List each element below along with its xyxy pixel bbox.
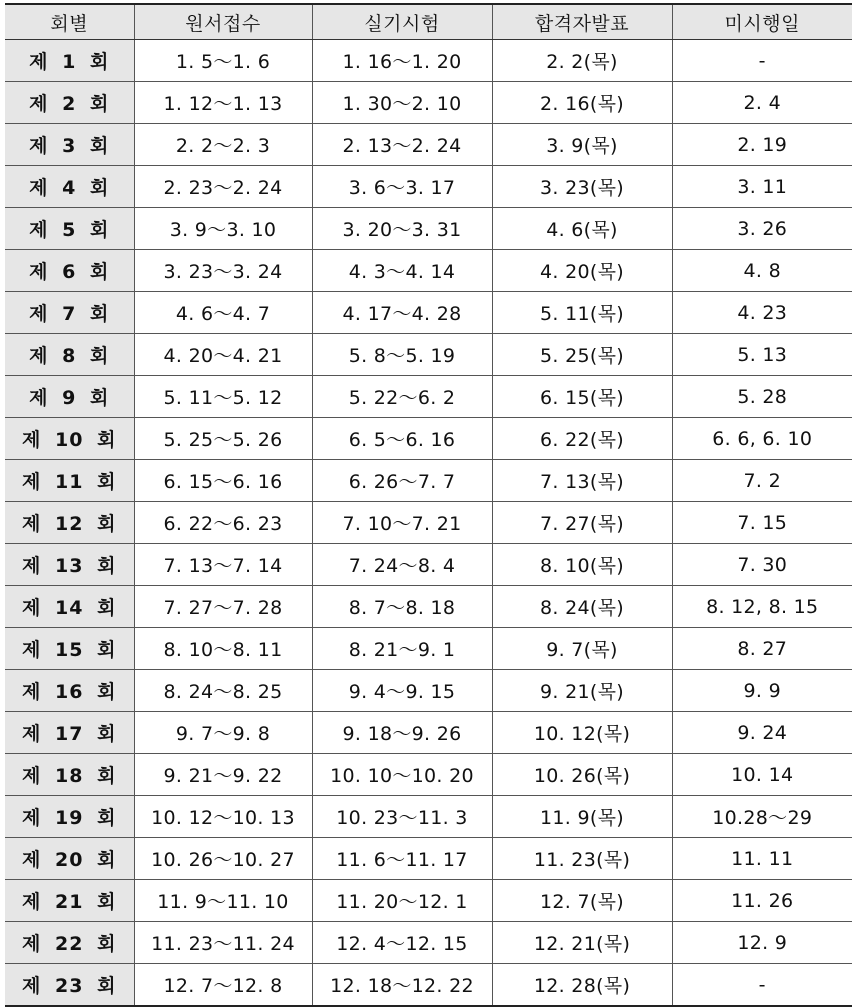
cell-round: 제 23 회 xyxy=(5,964,134,1007)
table-row xyxy=(5,124,852,166)
cell-practical-exam: 11. 6～11. 17 xyxy=(312,838,492,880)
cell-application: 2. 23～2. 24 xyxy=(134,166,312,208)
cell-result-announcement: 4. 20(목) xyxy=(492,250,672,292)
cell-result-announcement: 8. 10(목) xyxy=(492,544,672,586)
table-row xyxy=(5,964,852,1007)
cell-result-announcement: 3. 23(목) xyxy=(492,166,672,208)
cell-round: 제 7 회 xyxy=(5,292,134,334)
cell-application: 1. 12～1. 13 xyxy=(134,82,312,124)
table-row xyxy=(5,922,852,964)
table-row xyxy=(5,502,852,544)
cell-practical-exam: 5. 8～5. 19 xyxy=(312,334,492,376)
cell-non-exam-days: 10.28～29 xyxy=(672,796,852,838)
cell-result-announcement: 5. 11(목) xyxy=(492,292,672,334)
cell-non-exam-days: 8. 27 xyxy=(672,628,852,670)
cell-application: 8. 10～8. 11 xyxy=(134,628,312,670)
cell-application: 10. 12～10. 13 xyxy=(134,796,312,838)
cell-practical-exam: 6. 26～7. 7 xyxy=(312,460,492,502)
cell-non-exam-days: 2. 19 xyxy=(672,124,852,166)
cell-round: 제 8 회 xyxy=(5,334,134,376)
cell-application: 3. 9～3. 10 xyxy=(134,208,312,250)
cell-non-exam-days: 10. 14 xyxy=(672,754,852,796)
cell-non-exam-days: - xyxy=(672,964,852,1007)
cell-application: 6. 22～6. 23 xyxy=(134,502,312,544)
cell-non-exam-days: 12. 9 xyxy=(672,922,852,964)
cell-application: 2. 2～2. 3 xyxy=(134,124,312,166)
table-row xyxy=(5,838,852,880)
cell-practical-exam: 1. 30～2. 10 xyxy=(312,82,492,124)
cell-result-announcement: 9. 21(목) xyxy=(492,670,672,712)
cell-result-announcement: 10. 26(목) xyxy=(492,754,672,796)
cell-result-announcement: 7. 13(목) xyxy=(492,460,672,502)
cell-round: 제 18 회 xyxy=(5,754,134,796)
table-row xyxy=(5,628,852,670)
cell-result-announcement: 5. 25(목) xyxy=(492,334,672,376)
cell-application: 1. 5～1. 6 xyxy=(134,40,312,82)
cell-application: 5. 11～5. 12 xyxy=(134,376,312,418)
table-row xyxy=(5,250,852,292)
cell-round: 제 13 회 xyxy=(5,544,134,586)
header-result-announcement: 합격자발표 xyxy=(492,4,672,40)
cell-round: 제 5 회 xyxy=(5,208,134,250)
cell-non-exam-days: 3. 11 xyxy=(672,166,852,208)
cell-non-exam-days: 8. 12, 8. 15 xyxy=(672,586,852,628)
cell-round: 제 20 회 xyxy=(5,838,134,880)
cell-practical-exam: 10. 10～10. 20 xyxy=(312,754,492,796)
cell-application: 7. 13～7. 14 xyxy=(134,544,312,586)
cell-application: 7. 27～7. 28 xyxy=(134,586,312,628)
table-row xyxy=(5,754,852,796)
cell-practical-exam: 8. 7～8. 18 xyxy=(312,586,492,628)
table-row xyxy=(5,334,852,376)
cell-practical-exam: 12. 18～12. 22 xyxy=(312,964,492,1007)
cell-non-exam-days: 2. 4 xyxy=(672,82,852,124)
cell-round: 제 16 회 xyxy=(5,670,134,712)
cell-round: 제 22 회 xyxy=(5,922,134,964)
cell-non-exam-days: 9. 9 xyxy=(672,670,852,712)
table-row xyxy=(5,880,852,922)
header-row xyxy=(5,4,852,40)
cell-application: 9. 21～9. 22 xyxy=(134,754,312,796)
cell-result-announcement: 12. 7(목) xyxy=(492,880,672,922)
cell-practical-exam: 3. 20～3. 31 xyxy=(312,208,492,250)
cell-practical-exam: 1. 16～1. 20 xyxy=(312,40,492,82)
cell-round: 제 19 회 xyxy=(5,796,134,838)
header-round: 회별 xyxy=(5,4,134,40)
cell-application: 3. 23～3. 24 xyxy=(134,250,312,292)
table-row xyxy=(5,712,852,754)
cell-non-exam-days: 7. 15 xyxy=(672,502,852,544)
cell-application: 4. 6～4. 7 xyxy=(134,292,312,334)
table-row xyxy=(5,586,852,628)
cell-result-announcement: 11. 23(목) xyxy=(492,838,672,880)
cell-application: 9. 7～9. 8 xyxy=(134,712,312,754)
cell-round: 제 9 회 xyxy=(5,376,134,418)
cell-practical-exam: 7. 10～7. 21 xyxy=(312,502,492,544)
cell-round: 제 1 회 xyxy=(5,40,134,82)
table-row xyxy=(5,670,852,712)
cell-practical-exam: 9. 4～9. 15 xyxy=(312,670,492,712)
cell-round: 제 10 회 xyxy=(5,418,134,460)
cell-application: 11. 9～11. 10 xyxy=(134,880,312,922)
cell-result-announcement: 7. 27(목) xyxy=(492,502,672,544)
cell-round: 제 14 회 xyxy=(5,586,134,628)
cell-result-announcement: 9. 7(목) xyxy=(492,628,672,670)
cell-application: 8. 24～8. 25 xyxy=(134,670,312,712)
cell-non-exam-days: 3. 26 xyxy=(672,208,852,250)
cell-round: 제 2 회 xyxy=(5,82,134,124)
cell-non-exam-days: 7. 2 xyxy=(672,460,852,502)
cell-practical-exam: 6. 5～6. 16 xyxy=(312,418,492,460)
cell-round: 제 6 회 xyxy=(5,250,134,292)
cell-result-announcement: 6. 15(목) xyxy=(492,376,672,418)
cell-result-announcement: 12. 28(목) xyxy=(492,964,672,1007)
cell-practical-exam: 11. 20～12. 1 xyxy=(312,880,492,922)
cell-result-announcement: 3. 9(목) xyxy=(492,124,672,166)
table-row xyxy=(5,40,852,82)
cell-result-announcement: 8. 24(목) xyxy=(492,586,672,628)
cell-result-announcement: 2. 2(목) xyxy=(492,40,672,82)
cell-non-exam-days: - xyxy=(672,40,852,82)
cell-application: 5. 25～5. 26 xyxy=(134,418,312,460)
cell-round: 제 11 회 xyxy=(5,460,134,502)
cell-practical-exam: 10. 23～11. 3 xyxy=(312,796,492,838)
cell-result-announcement: 12. 21(목) xyxy=(492,922,672,964)
cell-result-announcement: 11. 9(목) xyxy=(492,796,672,838)
cell-non-exam-days: 5. 13 xyxy=(672,334,852,376)
table-row xyxy=(5,460,852,502)
table-row xyxy=(5,376,852,418)
cell-practical-exam: 12. 4～12. 15 xyxy=(312,922,492,964)
cell-round: 제 21 회 xyxy=(5,880,134,922)
cell-non-exam-days: 4. 23 xyxy=(672,292,852,334)
cell-round: 제 4 회 xyxy=(5,166,134,208)
table-row xyxy=(5,292,852,334)
cell-round: 제 15 회 xyxy=(5,628,134,670)
cell-result-announcement: 4. 6(목) xyxy=(492,208,672,250)
cell-round: 제 17 회 xyxy=(5,712,134,754)
cell-practical-exam: 4. 17～4. 28 xyxy=(312,292,492,334)
cell-practical-exam: 9. 18～9. 26 xyxy=(312,712,492,754)
table-row xyxy=(5,166,852,208)
table-row xyxy=(5,208,852,250)
table-body xyxy=(5,40,852,1007)
table-row xyxy=(5,544,852,586)
cell-practical-exam: 5. 22～6. 2 xyxy=(312,376,492,418)
header-practical-exam: 실기시험 xyxy=(312,4,492,40)
cell-non-exam-days: 11. 11 xyxy=(672,838,852,880)
cell-non-exam-days: 7. 30 xyxy=(672,544,852,586)
cell-non-exam-days: 11. 26 xyxy=(672,880,852,922)
table-row xyxy=(5,418,852,460)
cell-practical-exam: 8. 21～9. 1 xyxy=(312,628,492,670)
cell-non-exam-days: 6. 6, 6. 10 xyxy=(672,418,852,460)
cell-application: 4. 20～4. 21 xyxy=(134,334,312,376)
exam-schedule-table xyxy=(5,3,852,1007)
cell-round: 제 12 회 xyxy=(5,502,134,544)
cell-application: 10. 26～10. 27 xyxy=(134,838,312,880)
cell-practical-exam: 7. 24～8. 4 xyxy=(312,544,492,586)
cell-practical-exam: 4. 3～4. 14 xyxy=(312,250,492,292)
cell-application: 11. 23～11. 24 xyxy=(134,922,312,964)
cell-application: 12. 7～12. 8 xyxy=(134,964,312,1007)
table-row xyxy=(5,82,852,124)
header-non-exam-days: 미시행일 xyxy=(672,4,852,40)
cell-non-exam-days: 4. 8 xyxy=(672,250,852,292)
cell-non-exam-days: 5. 28 xyxy=(672,376,852,418)
cell-round: 제 3 회 xyxy=(5,124,134,166)
table-row xyxy=(5,796,852,838)
cell-non-exam-days: 9. 24 xyxy=(672,712,852,754)
cell-result-announcement: 10. 12(목) xyxy=(492,712,672,754)
cell-practical-exam: 3. 6～3. 17 xyxy=(312,166,492,208)
header-application: 원서접수 xyxy=(134,4,312,40)
cell-application: 6. 15～6. 16 xyxy=(134,460,312,502)
table-header xyxy=(5,4,852,40)
cell-result-announcement: 6. 22(목) xyxy=(492,418,672,460)
cell-practical-exam: 2. 13～2. 24 xyxy=(312,124,492,166)
cell-result-announcement: 2. 16(목) xyxy=(492,82,672,124)
